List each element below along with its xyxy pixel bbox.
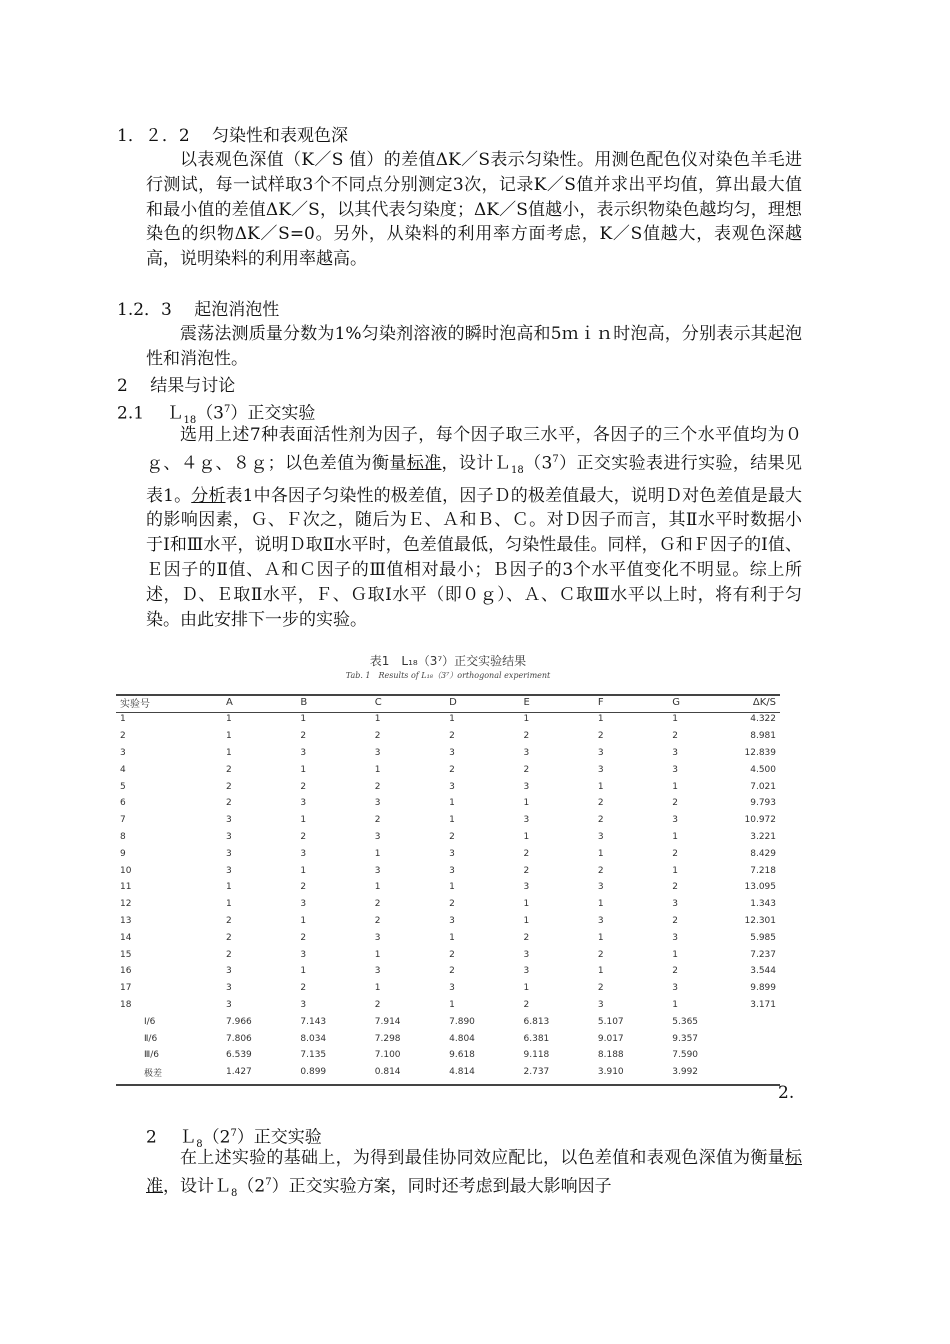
table-cell: 9.899 bbox=[750, 983, 776, 994]
table-cell: 2 bbox=[449, 731, 455, 742]
table-cell: 10.972 bbox=[744, 815, 776, 826]
table-cell: 6 bbox=[120, 798, 126, 809]
table-cell: 3 bbox=[300, 999, 307, 1010]
table-cell: 1 bbox=[597, 714, 604, 725]
table-cell: 2 bbox=[226, 949, 232, 960]
table-caption-en: Tab. 1 Results of L₁₈（3⁷）orthogonal experiment bbox=[345, 671, 551, 680]
table-cell: 2 bbox=[374, 781, 381, 792]
table-cell: 2 bbox=[523, 865, 530, 876]
table-cell: 8.429 bbox=[750, 848, 776, 859]
table-row bbox=[116, 980, 780, 997]
table-cell: 2 bbox=[597, 865, 604, 876]
table-cell: Ⅱ/6 bbox=[144, 1033, 158, 1044]
table-cell: 1 bbox=[374, 714, 381, 725]
table-cell: 1.427 bbox=[226, 1067, 252, 1078]
table-cell: 1 bbox=[449, 798, 455, 809]
table-cell: 3 bbox=[449, 915, 455, 926]
table-cell: 2 bbox=[523, 764, 530, 775]
table-cell: 3 bbox=[523, 815, 530, 826]
table-cell: 3 bbox=[226, 865, 232, 876]
table-cell: 2 bbox=[449, 966, 455, 977]
table-cell: 2 bbox=[597, 949, 604, 960]
table-cell: 2 bbox=[672, 966, 678, 977]
table-cell: 9.357 bbox=[672, 1033, 699, 1044]
table-cell: 7.100 bbox=[374, 1050, 401, 1061]
table-row bbox=[116, 913, 780, 930]
table-cell: 3 bbox=[523, 966, 530, 977]
table-cell: 3 bbox=[449, 781, 455, 792]
table-cell: 2 bbox=[523, 731, 530, 742]
table-cell: 7 bbox=[120, 815, 126, 826]
table-cell: 1 bbox=[449, 714, 455, 725]
table-cell: 7.590 bbox=[672, 1050, 699, 1061]
table-cell: 3 bbox=[523, 747, 530, 758]
table-cell: 7.966 bbox=[226, 1016, 252, 1027]
link-standard[interactable]: 标准 bbox=[406, 453, 442, 474]
table-cell: 2 bbox=[226, 798, 232, 809]
table-cell: 1 bbox=[449, 815, 455, 826]
table-cell: 2 bbox=[300, 932, 307, 943]
table-cell: 3 bbox=[300, 949, 307, 960]
table-cell: 2 bbox=[374, 899, 381, 910]
table-cell: 1 bbox=[449, 882, 455, 893]
table-cell: 2 bbox=[672, 848, 678, 859]
table-cell: 0.814 bbox=[374, 1067, 401, 1078]
table-cell: 13 bbox=[120, 915, 132, 926]
table-cell: 1 bbox=[300, 966, 307, 977]
table-1-figure bbox=[116, 648, 780, 1086]
table-row bbox=[116, 829, 780, 846]
table-cell: Ⅰ/6 bbox=[144, 1016, 156, 1027]
table-cell: 3 bbox=[672, 815, 678, 826]
table-cell: 3 bbox=[300, 798, 307, 809]
table-cell: 3 bbox=[523, 882, 530, 893]
paragraph-l18-experiment: 选用上述7种表面活性剂为因子，每个因子取三水平，各因子的三个水平值均为０ｇ、４ｇ、８ｇ；以色差值为衡量标准，设计$L_{18}(3^7)$正交实验表进行实验，结果见表1。分析表1中各因子匀染性的极差值，因子Ｄ的极差值最大，说明Ｄ对色差值是最大的影响因素，Ｇ、Ｆ次之，随后为Ｅ、Ａ和Ｂ、Ｃ。对Ｄ因子而言，其Ⅱ水平时数据小于Ⅰ和Ⅲ水平，说明Ｄ取Ⅱ水平时，色差值最低，匀染性最佳。同样，Ｇ和Ｆ因子的Ⅰ值、Ｅ因子的Ⅱ值、Ａ和Ｃ因子的Ⅲ值相对最小；Ｂ因子的3个水平值变化不明显。综上所述，Ｄ、Ｅ取Ⅱ水平，Ｆ、Ｇ取Ⅰ水平（即０ｇ）、Ａ、Ｃ取Ⅲ水平以上时，将有利于匀染。由此安排下一步的实验。 bbox=[146, 425, 803, 630]
table-cell: 2 bbox=[449, 764, 455, 775]
table-cell: 3 bbox=[597, 747, 604, 758]
section-number-trail: 2. bbox=[778, 1083, 795, 1103]
table-row bbox=[116, 845, 780, 862]
table-cell: 6.813 bbox=[523, 1016, 550, 1027]
table-cell: 5.107 bbox=[597, 1016, 624, 1027]
table-cell: 1 bbox=[374, 764, 381, 775]
table-cell: 3.544 bbox=[750, 966, 776, 977]
table-cell: 1 bbox=[523, 915, 530, 926]
table-cell: 2 bbox=[597, 798, 604, 809]
table-cell: 3 bbox=[300, 747, 307, 758]
table-cell: 7.298 bbox=[374, 1033, 401, 1044]
table-cell: 1 bbox=[672, 865, 678, 876]
table-cell: 2 bbox=[523, 848, 530, 859]
table-cell: 5.985 bbox=[750, 932, 776, 943]
table-cell: 1 bbox=[597, 781, 604, 792]
table-cell: 4 bbox=[120, 764, 126, 775]
section-heading-1-2-3: 1.2．3 起泡消泡性 bbox=[117, 300, 280, 320]
table-cell: 3 bbox=[300, 899, 307, 910]
table-cell: 2 bbox=[523, 999, 530, 1010]
table-cell: 1 bbox=[523, 899, 530, 910]
table-cell: 2 bbox=[597, 983, 604, 994]
table-cell: 1 bbox=[374, 949, 381, 960]
table-cell: 3 bbox=[449, 865, 455, 876]
table-cell: 1 bbox=[226, 747, 232, 758]
table-cell: 3.221 bbox=[750, 831, 776, 842]
table-cell: 2 bbox=[374, 915, 381, 926]
table-cell: 1 bbox=[672, 999, 678, 1010]
table-row bbox=[116, 963, 780, 980]
table-cell: 1 bbox=[300, 764, 307, 775]
table-cell bbox=[725, 1013, 780, 1030]
table-cell: 2 bbox=[449, 831, 455, 842]
table-cell: 4.804 bbox=[449, 1033, 475, 1044]
table-header-cell: E bbox=[523, 697, 530, 708]
table-cell: 3 bbox=[226, 966, 232, 977]
table-row bbox=[116, 1013, 780, 1030]
table-header-cell: F bbox=[597, 697, 604, 708]
table-cell: 1 bbox=[672, 781, 678, 792]
table-cell: 2 bbox=[523, 932, 530, 943]
table-cell: 3 bbox=[672, 899, 678, 910]
table-cell: 2 bbox=[300, 983, 307, 994]
table-cell bbox=[725, 1030, 780, 1047]
table-cell: 3 bbox=[672, 932, 678, 943]
table-cell: 1 bbox=[300, 815, 307, 826]
table-cell: 1 bbox=[374, 848, 381, 859]
table-cell: 3 bbox=[300, 848, 307, 859]
table-cell: 3 bbox=[523, 781, 530, 792]
table-cell: 3 bbox=[672, 764, 678, 775]
table-cell: 2 bbox=[226, 764, 232, 775]
table-cell: 2 bbox=[449, 949, 455, 960]
table-cell: 4.814 bbox=[449, 1067, 475, 1078]
table-header-cell: B bbox=[300, 697, 308, 708]
table-body bbox=[116, 711, 780, 1081]
table-row bbox=[116, 795, 780, 812]
table-cell: 1 bbox=[374, 882, 381, 893]
table-cell: 极差 bbox=[144, 1068, 163, 1079]
table-cell: 1 bbox=[597, 848, 604, 859]
table-cell: 3 bbox=[374, 798, 381, 809]
table-cell: 15 bbox=[120, 949, 132, 960]
table-cell: 8.034 bbox=[300, 1033, 327, 1044]
table-cell: 2 bbox=[672, 915, 678, 926]
table-cell: 3 bbox=[226, 848, 232, 859]
table-cell: 1 bbox=[523, 714, 530, 725]
table-row bbox=[116, 862, 780, 879]
table-cell: 1 bbox=[449, 932, 455, 943]
table-cell: 8.981 bbox=[750, 731, 776, 742]
link-analysis[interactable]: 分析 bbox=[191, 485, 226, 506]
table-cell: 8 bbox=[120, 831, 126, 842]
table-bottom-rule bbox=[116, 1084, 780, 1086]
table-row bbox=[116, 761, 780, 778]
table-cell: 6.381 bbox=[523, 1033, 550, 1044]
table-cell: 3 bbox=[226, 815, 232, 826]
table-cell: 2 bbox=[672, 798, 678, 809]
table-cell: 7.806 bbox=[226, 1033, 252, 1044]
table-row bbox=[116, 929, 780, 946]
table-cell bbox=[725, 1047, 780, 1064]
table-cell: 10 bbox=[120, 865, 132, 876]
table-cell: 9.793 bbox=[750, 798, 776, 809]
table-cell: 2.737 bbox=[523, 1067, 550, 1078]
table-cell: 3 bbox=[597, 831, 604, 842]
table-cell: 2 bbox=[300, 831, 307, 842]
table-header-cell: C bbox=[374, 697, 382, 708]
table-cell: 3 bbox=[597, 999, 604, 1010]
table-cell: 17 bbox=[120, 983, 132, 994]
table-cell: 2 bbox=[226, 932, 232, 943]
table-cell: 2 bbox=[300, 731, 307, 742]
table-cell: 1 bbox=[374, 983, 381, 994]
paragraph-l8-experiment: 在上述实验的基础上，为得到最佳协同效应配比，以色差值和表观色深值为衡量标准，设计$L_8(2^7)$正交实验方案，同时还考虑到最大影响因子 bbox=[146, 1148, 802, 1199]
table-row bbox=[116, 1064, 780, 1081]
table-cell: 7.135 bbox=[300, 1050, 327, 1061]
table-caption: 表1 L₁₈（3⁷）正交实验结果 bbox=[369, 654, 527, 668]
table-cell: 2 bbox=[597, 731, 604, 742]
table-cell: 1 bbox=[226, 882, 232, 893]
table-row bbox=[116, 997, 780, 1014]
table-cell: 9.017 bbox=[597, 1033, 624, 1044]
table-row bbox=[116, 745, 780, 762]
table-cell: 5.365 bbox=[672, 1016, 699, 1027]
data-table bbox=[116, 694, 780, 1081]
table-cell: 3 bbox=[523, 949, 530, 960]
table-row bbox=[116, 1030, 780, 1047]
table-cell: 1 bbox=[597, 932, 604, 943]
table-cell: 7.914 bbox=[374, 1016, 401, 1027]
table-row bbox=[116, 778, 780, 795]
table-row bbox=[116, 879, 780, 896]
table-cell: 1 bbox=[672, 831, 678, 842]
table-cell: 2 bbox=[226, 781, 232, 792]
table-cell: 3 bbox=[597, 915, 604, 926]
table-cell: 13.095 bbox=[744, 882, 776, 893]
section-heading-2: 2 结果与讨论 bbox=[117, 376, 236, 396]
table-cell: 1 bbox=[226, 714, 232, 725]
table-cell: 1 bbox=[226, 731, 232, 742]
table-cell: 2 bbox=[120, 731, 126, 742]
table-cell: 3.910 bbox=[597, 1067, 624, 1078]
table-cell: 1 bbox=[597, 899, 604, 910]
paragraph-foaming: 震荡法测质量分数为1%匀染剂溶液的瞬时泡高和5ｍｉｎ时泡高，分别表示其起泡性和消泡性。 bbox=[146, 324, 802, 369]
table-cell: 11 bbox=[120, 882, 132, 893]
table-row bbox=[116, 728, 780, 745]
section-heading-1-2-2: 1．２．2 匀染性和表观色深 bbox=[117, 126, 349, 146]
table-row bbox=[116, 812, 780, 829]
table-row bbox=[116, 946, 780, 963]
table-header-row bbox=[116, 694, 780, 711]
table-cell: 2 bbox=[597, 815, 604, 826]
table-cell: Ⅲ/6 bbox=[144, 1050, 159, 1061]
section-heading-2-1: 2.1 $L_{18}(3^7)$正交实验 bbox=[117, 403, 316, 427]
table-cell: 7.218 bbox=[750, 865, 776, 876]
table-cell: 1 bbox=[523, 831, 530, 842]
table-cell: 1 bbox=[120, 714, 126, 725]
table-cell: 1 bbox=[226, 899, 232, 910]
table-cell: 16 bbox=[120, 966, 132, 977]
table-cell: 3 bbox=[226, 831, 232, 842]
table-cell: 3 bbox=[597, 764, 604, 775]
table-cell: 7.890 bbox=[449, 1016, 475, 1027]
table-cell: 4.500 bbox=[750, 764, 776, 775]
table-header-cell: ΔK/S bbox=[752, 697, 776, 708]
table-cell: 3 bbox=[597, 882, 604, 893]
table-cell: 1 bbox=[523, 798, 530, 809]
table-cell: 1 bbox=[300, 865, 307, 876]
table-cell: 3 bbox=[374, 747, 381, 758]
table-cell: 12.301 bbox=[744, 915, 776, 926]
table-cell: 3 bbox=[226, 999, 232, 1010]
table-cell: 3 bbox=[374, 865, 381, 876]
table-cell: 2 bbox=[374, 731, 381, 742]
table-cell: 1 bbox=[672, 949, 678, 960]
table-cell: 3.992 bbox=[672, 1067, 699, 1078]
table-cell: 2 bbox=[300, 882, 307, 893]
table-cell: 7.021 bbox=[750, 781, 776, 792]
table-cell: 7.143 bbox=[300, 1016, 327, 1027]
table-cell: 2 bbox=[300, 781, 307, 792]
link-standard-2[interactable]: 标准 bbox=[146, 1148, 802, 1197]
section-heading-2-2: 2 $L_8(2^7)$正交实验 bbox=[146, 1127, 322, 1151]
table-cell: 3 bbox=[374, 831, 381, 842]
table-cell: 3 bbox=[672, 747, 678, 758]
table-cell: 9.118 bbox=[523, 1050, 550, 1061]
table-header-cell: A bbox=[226, 697, 233, 708]
table-cell: 12.839 bbox=[744, 747, 776, 758]
table-cell bbox=[725, 1064, 780, 1081]
table-cell: 3 bbox=[374, 932, 381, 943]
table-cell: 4.322 bbox=[750, 714, 776, 725]
table-cell: 2 bbox=[374, 999, 381, 1010]
table-cell: 1 bbox=[449, 999, 455, 1010]
table-cell: 1 bbox=[300, 915, 307, 926]
table-cell: 3 bbox=[449, 747, 455, 758]
table-row bbox=[116, 711, 780, 728]
paragraph-levelness: 以表观色深值（K／S 值）的差值ΔK／S表示匀染性。用测色配色仪对染色羊毛进行测试，每一试样取3个不同点分别测定3次，记录K／S值并求出平均值，算出最大值和最小值的差值ΔK／S，以其代表匀染度；ΔK／S值越小，表示织物染色越均匀，理想染色的织物ΔK／S=0。另外，从染料的利用率方面考虑，K／S值越大，表观色深越高，说明染料的利用率越高。 bbox=[146, 150, 802, 270]
table-header-cell: 实验号 bbox=[120, 699, 150, 710]
table-cell: 9.618 bbox=[449, 1050, 475, 1061]
table-cell: 7.237 bbox=[750, 949, 776, 960]
table-header-cell: D bbox=[449, 697, 457, 708]
table-cell: 3 bbox=[449, 848, 455, 859]
table-cell: 1 bbox=[597, 966, 604, 977]
table-cell: 2 bbox=[226, 915, 232, 926]
table-cell: 0.899 bbox=[300, 1067, 327, 1078]
table-cell: 2 bbox=[672, 731, 678, 742]
table-cell: 1 bbox=[672, 714, 678, 725]
table-cell: 3 bbox=[449, 983, 455, 994]
table-cell: 3 bbox=[672, 983, 678, 994]
table-cell: 1 bbox=[523, 983, 530, 994]
table-cell: 3 bbox=[374, 966, 381, 977]
table-cell: 8.188 bbox=[597, 1050, 624, 1061]
table-cell: 12 bbox=[120, 899, 132, 910]
table-cell: 2 bbox=[449, 899, 455, 910]
table-cell: 9 bbox=[120, 848, 126, 859]
table-cell: 3.171 bbox=[750, 999, 776, 1010]
table-cell: 14 bbox=[120, 932, 132, 943]
table-cell: 6.539 bbox=[226, 1050, 252, 1061]
table-cell: 18 bbox=[120, 999, 132, 1010]
table-cell: 2 bbox=[672, 882, 678, 893]
table-cell: 3 bbox=[120, 747, 126, 758]
table-row bbox=[116, 1047, 780, 1064]
table-cell: 5 bbox=[120, 781, 126, 792]
table-cell: 1.343 bbox=[750, 899, 776, 910]
table-cell: 1 bbox=[300, 714, 307, 725]
table-cell: 3 bbox=[226, 983, 232, 994]
table-header-cell: G bbox=[672, 697, 680, 708]
table-cell: 2 bbox=[374, 815, 381, 826]
table-row bbox=[116, 896, 780, 913]
